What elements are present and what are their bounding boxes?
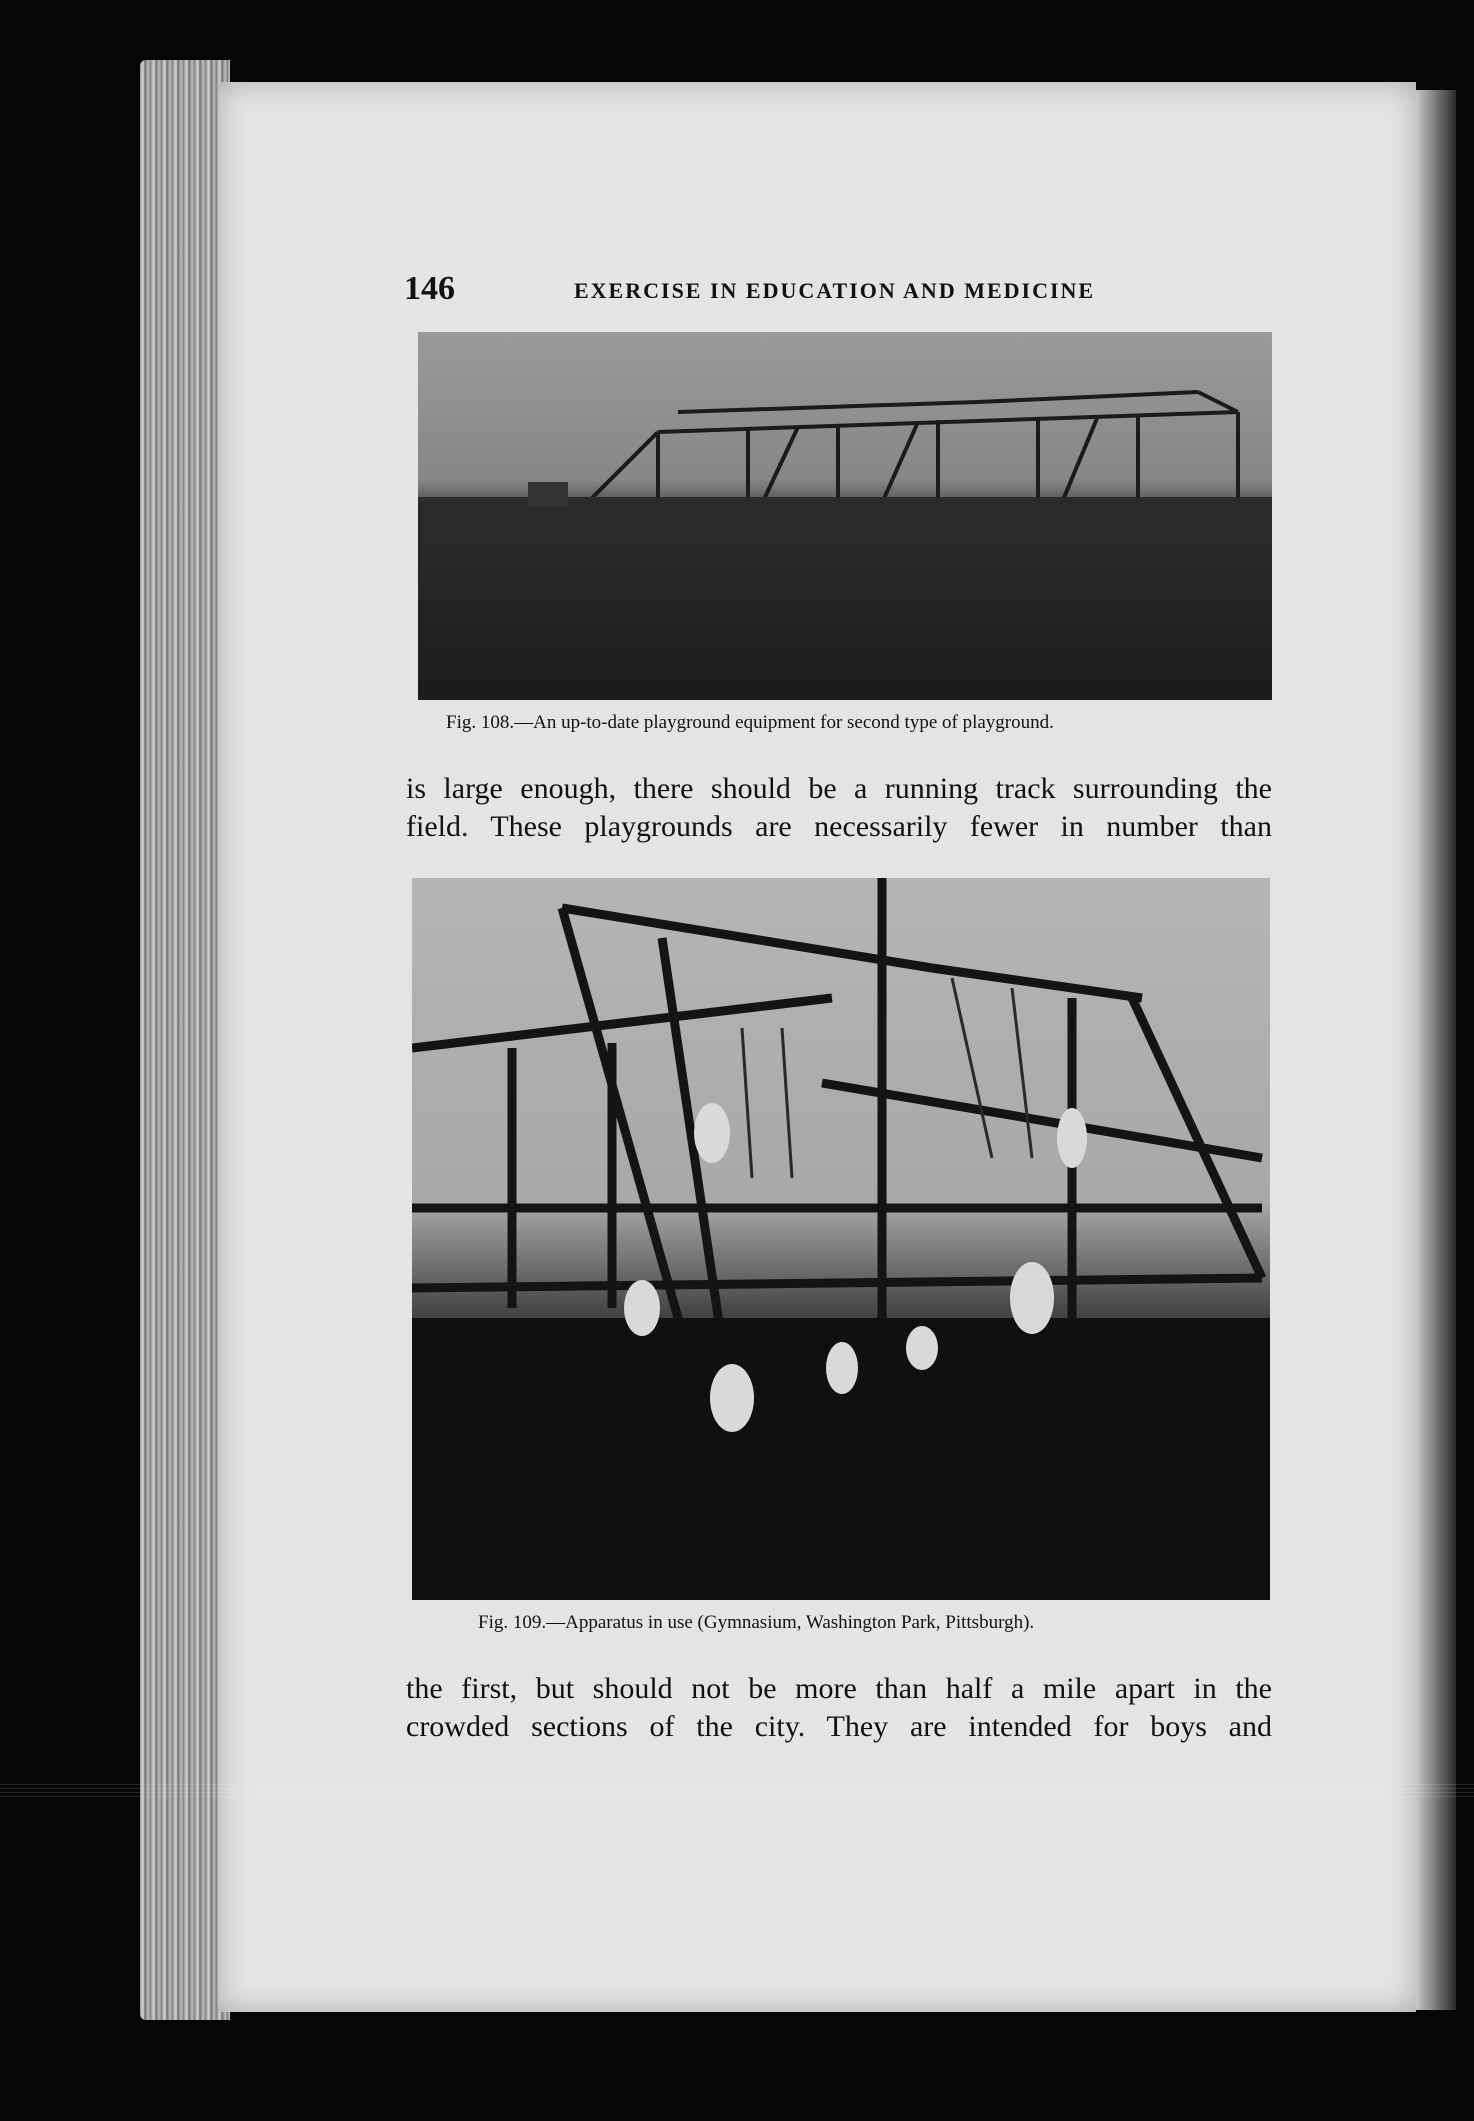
- playground-frame-illustration: [418, 332, 1272, 700]
- page-header: [404, 270, 1274, 310]
- running-title: EXERCISE IN EDUCATION AND MEDICINE: [574, 278, 1096, 303]
- book-page-edges: [140, 60, 230, 2020]
- figure-108-caption: Fig. 108.—An up-to-date playground equipment for second type of playground.: [446, 712, 1054, 733]
- book-gutter-shadow: [1416, 90, 1456, 2010]
- figure-109-caption: Fig. 109.—Apparatus in use (Gymnasium, Washington Park, Pittsburgh).: [478, 1612, 1035, 1633]
- text-line: crowded sections of the city. They are intended for boys and: [406, 1710, 1272, 1743]
- figure-109-photo: [412, 878, 1270, 1600]
- text-line: the first, but should not be more than half a mile apart in the: [406, 1672, 1272, 1705]
- page-number: 146: [404, 270, 455, 307]
- paragraph-1: [406, 770, 1272, 846]
- text-line: is large enough, there should be a running track surrounding the: [406, 772, 1272, 805]
- figure-108-photo: [418, 332, 1272, 700]
- gymnasium-apparatus-illustration: [412, 878, 1270, 1600]
- paragraph-2: [406, 1670, 1272, 1746]
- text-line: field. These playgrounds are necessarily fewer in number than: [406, 810, 1272, 843]
- scan-artifact-lines: [0, 1784, 1474, 1798]
